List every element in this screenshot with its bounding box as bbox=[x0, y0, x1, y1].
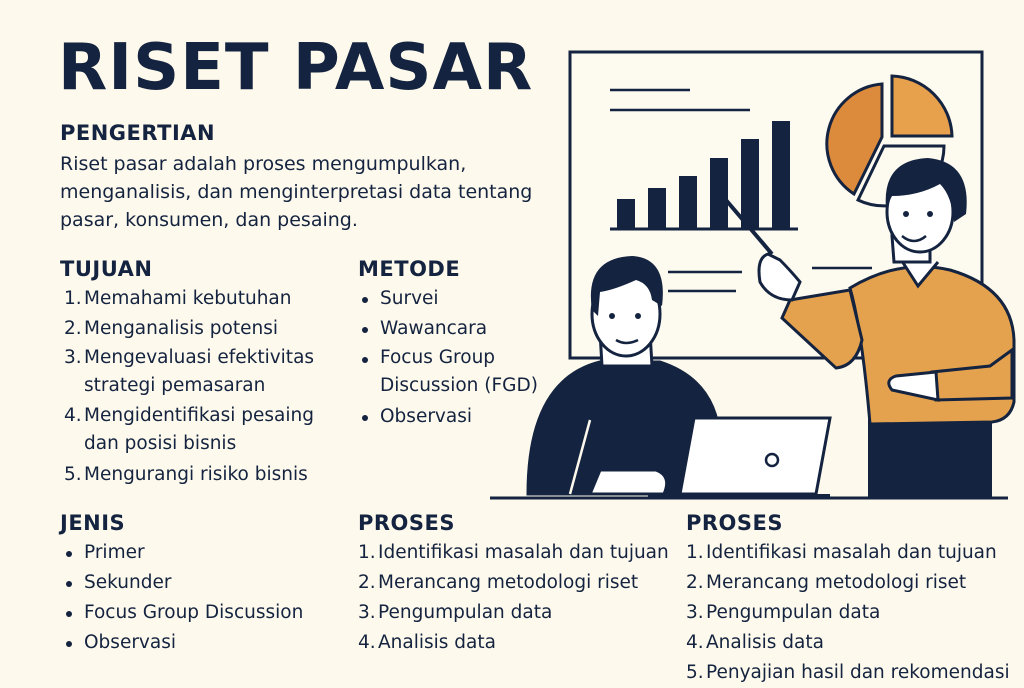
tujuan-list bbox=[62, 284, 314, 490]
list-item bbox=[684, 538, 1010, 568]
item-number: 4. bbox=[358, 632, 376, 653]
list-item: Observasi bbox=[60, 628, 303, 658]
item-text: Merancang metodologi riset bbox=[378, 572, 639, 593]
item-number: 2. bbox=[686, 572, 704, 593]
list-item bbox=[62, 314, 314, 344]
item-text: Analisis data bbox=[706, 632, 824, 653]
presentation-illustration bbox=[480, 40, 1024, 510]
list-item: Sekunder bbox=[60, 568, 303, 598]
item-number: 2. bbox=[64, 318, 82, 339]
heading-proses: PROSES bbox=[358, 511, 456, 535]
proses-list bbox=[356, 538, 669, 658]
item-text: Memahami kebutuhan bbox=[84, 288, 292, 309]
item-number: 3. bbox=[64, 347, 82, 368]
item-text: Focus Group bbox=[380, 347, 496, 368]
item-text: strategi pemasaran bbox=[84, 375, 266, 396]
item-number: 4. bbox=[686, 632, 704, 653]
item-text: Merancang metodologi riset bbox=[706, 572, 967, 593]
list-item bbox=[62, 460, 314, 490]
item-number: 1. bbox=[358, 542, 376, 563]
item-text: Discussion (FGD) bbox=[380, 375, 538, 396]
heading-jenis: JENIS bbox=[60, 511, 126, 535]
list-item bbox=[684, 628, 1010, 658]
list-item bbox=[684, 598, 1010, 628]
item-text: Pengumpulan data bbox=[378, 602, 553, 623]
list-item bbox=[356, 598, 669, 628]
pengertian-line: pasar, konsumen, dan pesaing. bbox=[60, 209, 358, 231]
heading-pengertian: PENGERTIAN bbox=[60, 121, 216, 145]
page-title: RISET PASAR bbox=[58, 31, 534, 105]
list-item bbox=[62, 402, 314, 458]
list-item bbox=[62, 284, 314, 314]
proses-list-2 bbox=[684, 538, 1010, 688]
item-text: Identifikasi masalah dan tujuan bbox=[706, 542, 997, 563]
pengertian-line: Riset pasar adalah proses mengumpulkan, bbox=[60, 153, 467, 175]
heading-tujuan: TUJUAN bbox=[60, 257, 153, 281]
list-item: Focus Group Discussion bbox=[60, 598, 303, 628]
item-number: 1. bbox=[686, 542, 704, 563]
list-item bbox=[684, 658, 1010, 688]
item-text: Pengumpulan data bbox=[706, 602, 881, 623]
item-text: Menganalisis potensi bbox=[84, 318, 278, 339]
item-text: Observasi bbox=[380, 406, 472, 427]
pengertian-line: menganalisis, dan menginterpretasi data tentang bbox=[60, 181, 533, 203]
item-text: Identifikasi masalah dan tujuan bbox=[378, 542, 669, 563]
list-item: Primer bbox=[60, 538, 303, 568]
heading-proses-2: PROSES bbox=[686, 511, 784, 535]
item-text: Wawancara bbox=[380, 318, 488, 339]
item-number: 3. bbox=[358, 602, 376, 623]
item-text: Mengevaluasi efektivitas bbox=[84, 347, 315, 368]
list-item bbox=[356, 538, 669, 568]
item-number: 1. bbox=[64, 288, 82, 309]
list-item bbox=[62, 344, 314, 400]
item-number: 2. bbox=[358, 572, 376, 593]
item-text: Survei bbox=[380, 288, 439, 309]
item-text: dan posisi bisnis bbox=[84, 433, 237, 454]
item-text: Penyajian hasil dan rekomendasi bbox=[706, 662, 1010, 683]
list-item bbox=[684, 568, 1010, 598]
item-number: 3. bbox=[686, 602, 704, 623]
list-item bbox=[356, 568, 669, 598]
item-number: 5. bbox=[686, 662, 704, 683]
item-text: Analisis data bbox=[378, 632, 496, 653]
heading-metode: METODE bbox=[358, 257, 461, 281]
item-text: Mengidentifikasi pesaing bbox=[84, 405, 314, 426]
list-item bbox=[356, 628, 669, 658]
item-number: 5. bbox=[64, 464, 82, 485]
item-number: 4. bbox=[64, 405, 82, 426]
jenis-list bbox=[60, 538, 303, 658]
item-text: Mengurangi risiko bisnis bbox=[84, 464, 308, 485]
